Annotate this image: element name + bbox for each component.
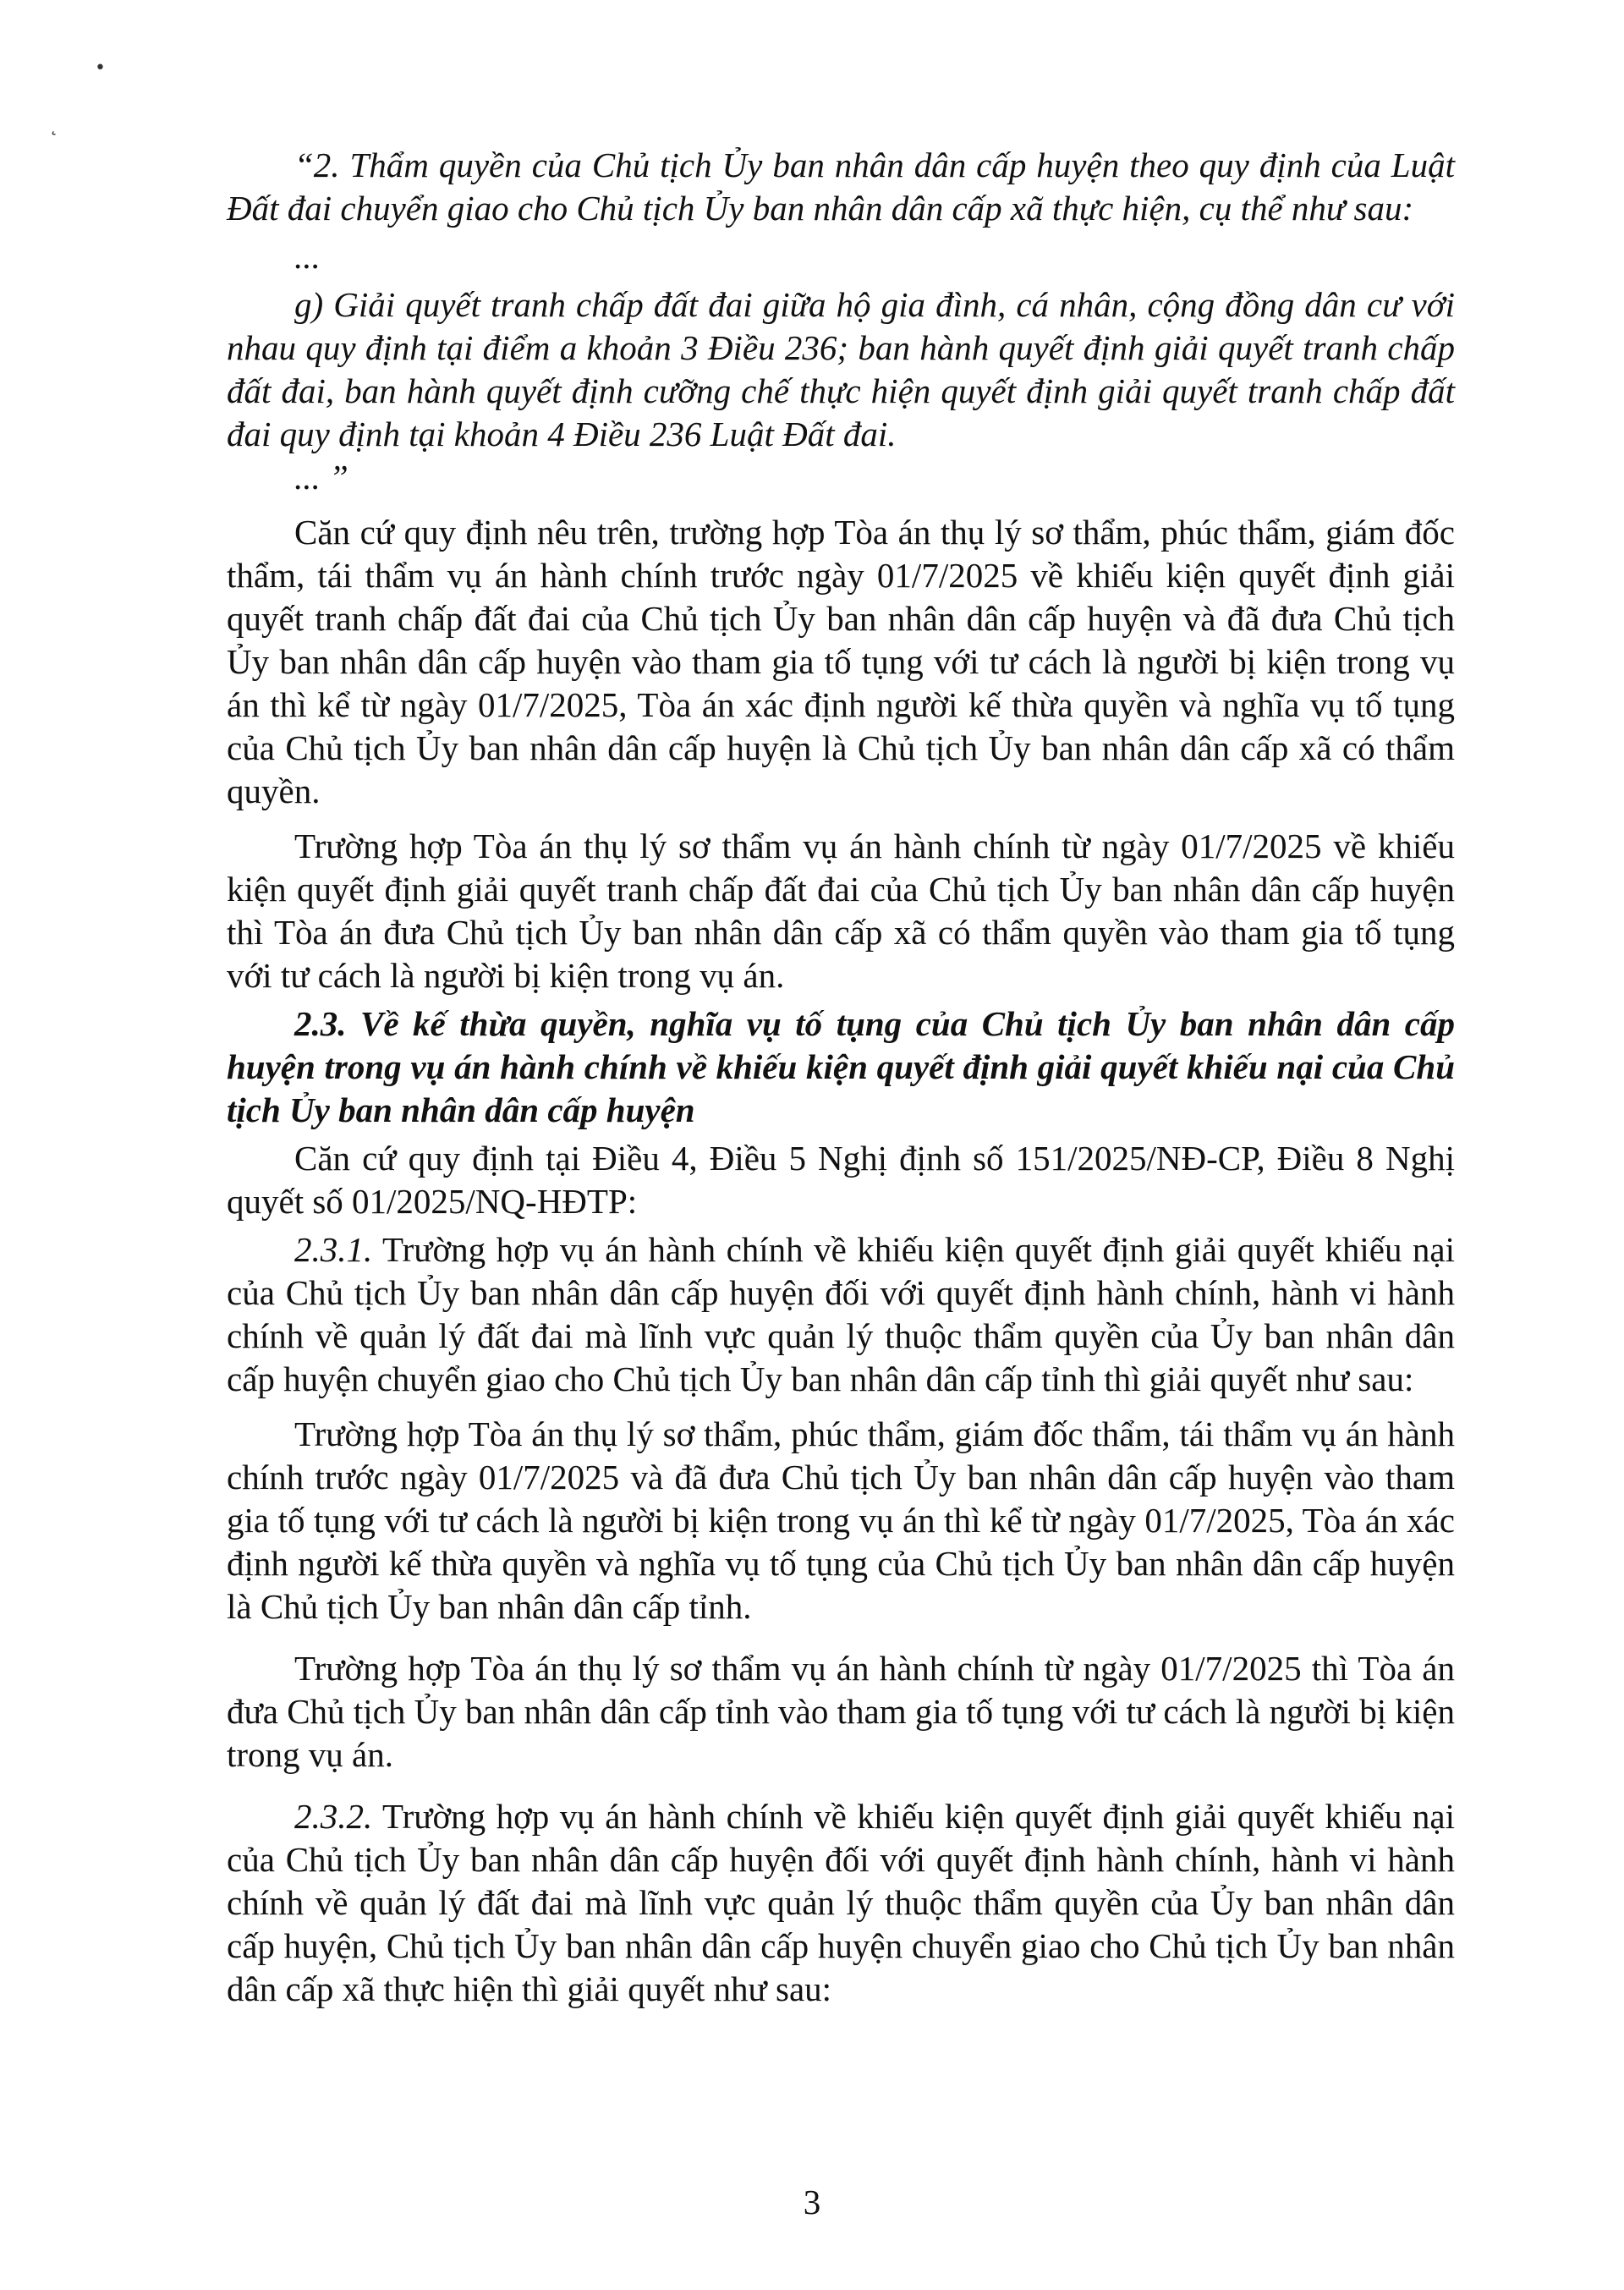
quote-intro: “2. Thẩm quyền của Chủ tịch Ủy ban nhân dân cấp huyện theo quy định của Luật Đất đai chuyển giao cho Chủ tịch Ủy ban nhân dân cấp xã thực hiện, cụ thể như sau: xyxy=(227,146,1455,228)
quote-item-g: g) Giải quyết tranh chấp đất đai giữa hộ gia đình, cá nhân, cộng đồng dân cư với nhau quy định tại điểm a khoản 3 Điều 236; ban hành quyết định giải quyết tranh chấp đất đai, ban hành quyết định cưỡng chế thực hiện quyết định giải quyết tranh chấp đất đai quy định tại khoản 4 Điều 236 Luật Đất đai. xyxy=(227,285,1455,453)
item-label: 2.3.1. xyxy=(294,1230,373,1269)
quote-ellipsis-close: ... ” xyxy=(294,458,348,497)
item-2-3-2 xyxy=(227,1795,1455,2011)
quoted-regulation xyxy=(227,144,1455,499)
quote-ellipsis: ... xyxy=(294,237,321,276)
scan-artifact-mark: ˛ xyxy=(49,115,58,136)
item-2-3-1 xyxy=(227,1228,1455,1401)
document-body xyxy=(227,144,1455,2011)
paragraph: Căn cứ quy định nêu trên, trường hợp Tòa án thụ lý sơ thẩm, phúc thẩm, giám đốc thẩm, tái thẩm vụ án hành chính trước ngày 01/7/2025 về khiếu kiện quyết định giải quyết tranh chấp đất đai của Chủ tịch Ủy ban nhân dân cấp huyện và đã đưa Chủ tịch Ủy ban nhân dân cấp huyện vào tham gia tố tụng với tư cách là người bị kiện trong vụ án thì kể từ ngày 01/7/2025, Tòa án xác định người kế thừa quyền và nghĩa vụ tố tụng của Chủ tịch Ủy ban nhân dân cấp huyện là Chủ tịch Ủy ban nhân dân cấp xã có thẩm quyền. xyxy=(227,513,1455,810)
section-heading-2-3: 2.3. Về kế thừa quyền, nghĩa vụ tố tụng của Chủ tịch Ủy ban nhân dân cấp huyện trong vụ án hành chính về khiếu kiện quyết định giải quyết khiếu nại của Chủ tịch Ủy ban nhân dân cấp huyện xyxy=(227,1004,1455,1129)
paragraph: Trường hợp Tòa án thụ lý sơ thẩm vụ án hành chính từ ngày 01/7/2025 về khiếu kiện quyết định giải quyết tranh chấp đất đai của Chủ tịch Ủy ban nhân dân cấp huyện thì Tòa án đưa Chủ tịch Ủy ban nhân dân cấp xã có thẩm quyền vào tham gia tố tụng với tư cách là người bị kiện trong vụ án. xyxy=(227,826,1455,995)
page-number: 3 xyxy=(803,2183,821,2221)
scan-artifact-mark: • xyxy=(95,58,106,79)
paragraph: Căn cứ quy định tại Điều 4, Điều 5 Nghị định số 151/2025/NĐ-CP, Điều 8 Nghị quyết số 01/2025/NQ-HĐTP: xyxy=(227,1139,1455,1221)
paragraph: Trường hợp Tòa án thụ lý sơ thẩm vụ án hành chính từ ngày 01/7/2025 thì Tòa án đưa Chủ tịch Ủy ban nhân dân cấp tỉnh vào tham gia tố tụng với tư cách là người bị kiện trong vụ án. xyxy=(227,1649,1455,1774)
paragraph: Trường hợp Tòa án thụ lý sơ thẩm, phúc thẩm, giám đốc thẩm, tái thẩm vụ án hành chính trước ngày 01/7/2025 và đã đưa Chủ tịch Ủy ban nhân dân cấp huyện vào tham gia tố tụng với tư cách là người bị kiện trong vụ án thì kể từ ngày 01/7/2025, Tòa án xác định người kế thừa quyền và nghĩa vụ tố tụng của Chủ tịch Ủy ban nhân dân cấp huyện là Chủ tịch Ủy ban nhân dân cấp tỉnh. xyxy=(227,1414,1455,1626)
item-text: Trường hợp vụ án hành chính về khiếu kiện quyết định giải quyết khiếu nại của Chủ tịch Ủy ban nhân dân cấp huyện đối với quyết định hành chính, hành vi hành chính về quản lý đất đai mà lĩnh vực quản lý thuộc thẩm quyền của Ủy ban nhân dân cấp huyện, Chủ tịch Ủy ban nhân dân cấp huyện chuyển giao cho Chủ tịch Ủy ban nhân dân cấp xã thực hiện thì giải quyết như sau: xyxy=(227,1797,1455,2008)
item-text: Trường hợp vụ án hành chính về khiếu kiện quyết định giải quyết khiếu nại của Chủ tịch Ủy ban nhân dân cấp huyện đối với quyết định hành chính, hành vi hành chính về quản lý đất đai mà lĩnh vực quản lý thuộc thẩm quyền của Ủy ban nhân dân cấp huyện chuyển giao cho Chủ tịch Ủy ban nhân dân cấp tỉnh thì giải quyết như sau: xyxy=(227,1230,1455,1398)
item-label: 2.3.2. xyxy=(294,1797,373,1836)
